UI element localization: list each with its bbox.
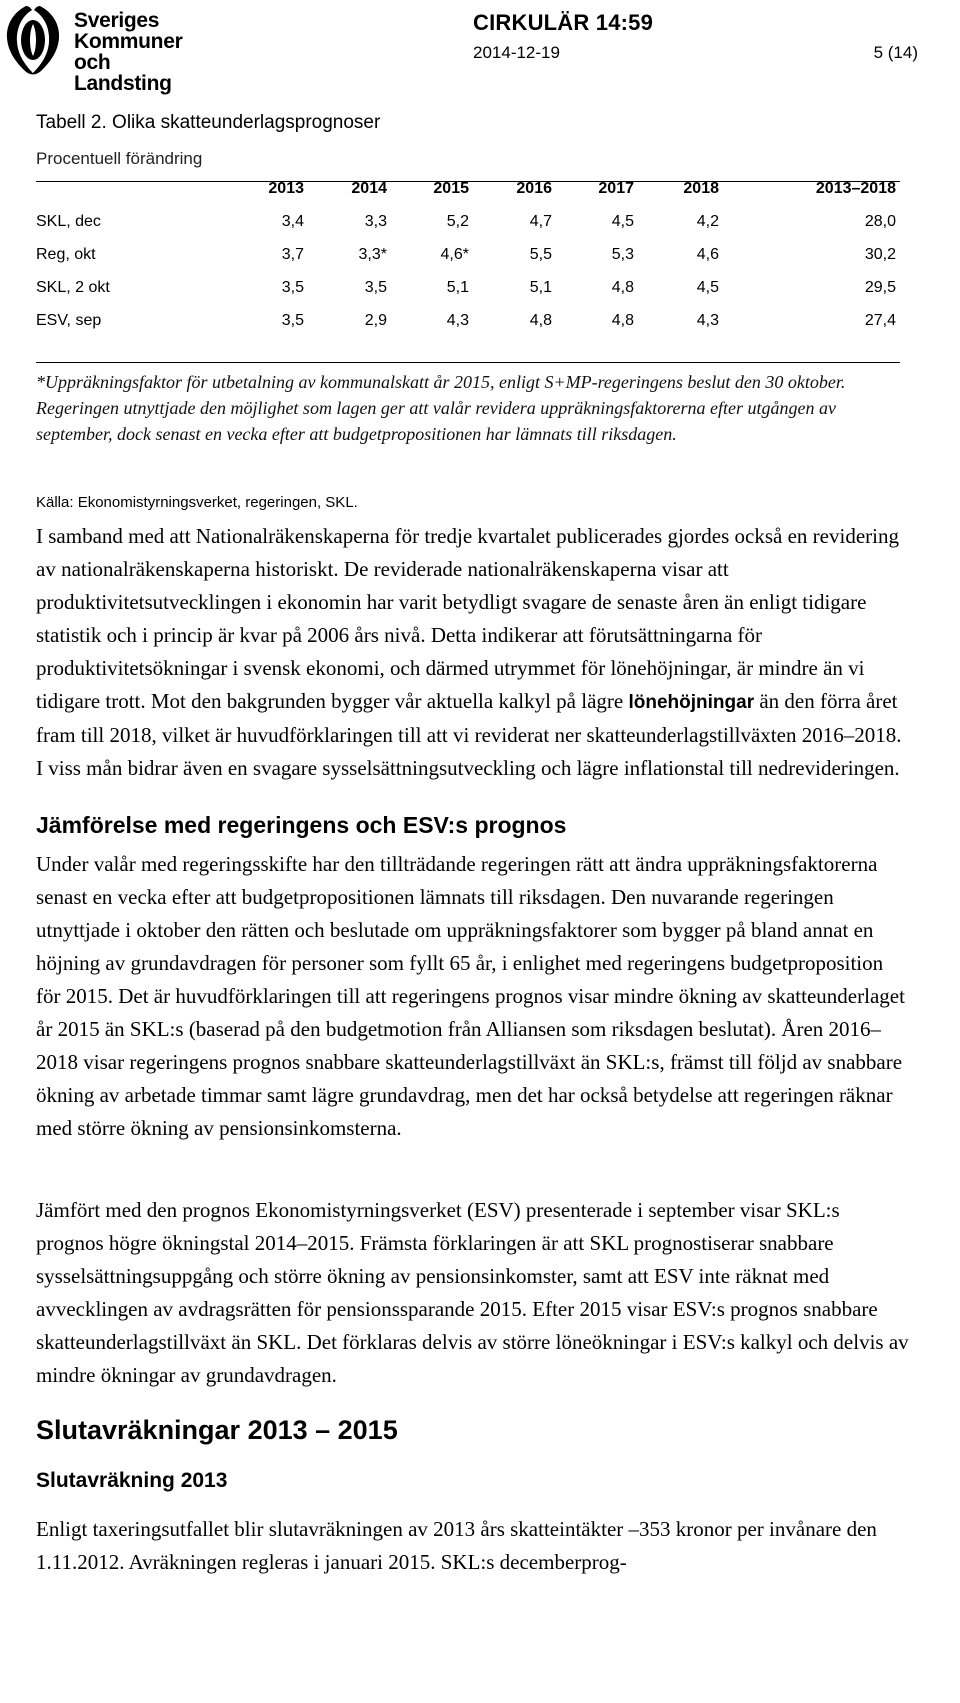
row-label: SKL, dec xyxy=(36,213,101,230)
row-label: Reg, okt xyxy=(36,246,96,263)
table-cell: 4,2 xyxy=(696,213,719,230)
table-cell: 5,1 xyxy=(529,279,552,296)
section-heading: Jämförelse med regeringens och ESV:s prognos xyxy=(36,812,567,838)
table-header-row xyxy=(36,180,900,210)
paragraph-text: än den förra året fram till 2018, vilket är huvudförklaringen till att vi reviderat ner skatteunderlagstillväxten 2016–2018. I viss mån bidrar även en svagare sysselsättningsutveckling och lägre inflationstal till nedrevideringen. xyxy=(36,689,902,780)
skl-logo-mark-icon xyxy=(4,4,62,76)
paragraph: Enligt taxeringsutfallet blir slutavräkningen av 2013 års skatteintäkter –353 kronor per invånare den 1.11.2012. Avräkningen regleras i januari 2015. SKL:s decemberprog- xyxy=(36,1517,877,1574)
table-cell: 3,3 xyxy=(364,213,387,230)
row-label: SKL, 2 okt xyxy=(36,279,110,296)
table-cell: 5,3 xyxy=(611,246,634,263)
table-cell: 4,5 xyxy=(696,279,719,296)
logo-line-1: Sveriges xyxy=(74,9,160,32)
skl-logo xyxy=(4,4,194,95)
table-cell: 5,5 xyxy=(529,246,552,263)
paragraph-text: I samband med att Nationalräkenskaperna för tredje kvartalet publicerades gjordes också en revidering av nationalräkenskaperna historiskt. De reviderade nationalräkenskaperna visar att produktivitetsutvecklingen i ekonomin har varit betydligt svagare de senaste åren än enligt tidigare statistik och i princip är kvar på 2006 års nivå. Detta indikerar att förutsättningarna för produktivitetsökningar i svensk ekonomi, och därmed utrymmet för lönehöjningar, är mindre än vi tidigare trott. Mot den bakgrunden bygger vår aktuella kalkyl på lägre xyxy=(36,524,899,713)
table-cell: 4,7 xyxy=(529,213,552,230)
paragraph: Under valår med regeringsskifte har den tillträdande regeringen rätt att ändra uppräkningsfaktorerna senast en vecka efter att budgetpropositionen lämnats till riksdagen. Den nuvarande regeringen utnyttjade i oktober den rätten och beslutade om uppräkningsfaktorer som bygger på bland annat en höjning av grundavdragen för personer som fyllt 65 år, i enlighet med regeringens budgetproposition för 2015. Det är huvudförklaringen till att regeringens prognos visar mindre ökning av skatteunderlaget år 2015 än SKL:s (baserad på den budgetmotion från Alliansen som riksdagen beslutat). Åren 2016–2018 visar regeringens prognos snabbare skatteunderlagstillväxt än SKL:s, främst till följd av snabbare ökning av arbetade timmar samt lägre grundavdrag, men det har också betydelse att regeringen räknar med större ökning av pensionsinkomsterna. xyxy=(36,852,905,1140)
column-header: 2013–2018 xyxy=(815,180,896,197)
circular-date: 2014-12-19 xyxy=(473,43,560,62)
table-cell: 4,6* xyxy=(440,246,469,263)
logo-line-2: Kommuner xyxy=(74,30,183,53)
page-number: 5 (14) xyxy=(873,43,918,62)
table-cell: 2,9 xyxy=(364,312,387,329)
table-cell: 3,5 xyxy=(281,312,304,329)
table-cell: 27,4 xyxy=(864,312,896,329)
logo-wordmark xyxy=(74,9,194,95)
row-label: ESV, sep xyxy=(36,312,102,329)
table-cell: 28,0 xyxy=(864,213,896,230)
column-header: 2016 xyxy=(516,180,552,197)
paragraph: Jämfört med den prognos Ekonomistyrningsverket (ESV) presenterade i september visar SKL:s prognos högre ökningstal 2014–2015. Främsta förklaringen är att SKL prognostiserar snabbare sysselsättningsuppgång och större ökning av pensionsinkomster, samt att ESV inte räknat med avvecklingen av avdragsrätten för pensionssparande 2015. Efter 2015 visar ESV:s prognos snabbare skatteunderlagstillväxt än SKL. Det förklaras delvis av större löneökningar i ESV:s kalkyl och delvis av mindre ökningar av grundavdragen. xyxy=(36,1198,909,1387)
table-cell: 3,4 xyxy=(281,213,304,230)
column-header: 2017 xyxy=(598,180,634,197)
column-header: 2015 xyxy=(433,180,469,197)
emphasized-term: lönehöjningar xyxy=(628,692,755,713)
column-header: 2014 xyxy=(351,180,387,197)
column-header: 2013 xyxy=(268,180,304,197)
table-cell: 30,2 xyxy=(864,246,896,263)
table-cell: 5,2 xyxy=(446,213,469,230)
table-row xyxy=(36,279,900,309)
table-footnote: *Uppräkningsfaktor för utbetalning av kommunalskatt år 2015, enligt S+MP-regeringens beslut den 30 oktober. Regeringen utnyttjade den möjlighet som lagen ger att valår revidera uppräkningsfaktorerna efter utgången av september, dock senast en vecka efter att budgetpropositionen har lämnats till riksdagen. xyxy=(36,372,846,444)
table-cell: 4,6 xyxy=(696,246,719,263)
table-bottom-rule xyxy=(36,362,900,363)
table-row xyxy=(36,213,900,243)
circular-number: CIRKULÄR 14:59 xyxy=(473,10,654,35)
table-row xyxy=(36,246,900,276)
table-cell: 5,1 xyxy=(446,279,469,296)
table-cell: 4,5 xyxy=(611,213,634,230)
chapter-heading: Slutavräkningar 2013 – 2015 xyxy=(36,1415,398,1445)
table-source: Källa: Ekonomistyrningsverket, regeringen, SKL. xyxy=(36,494,358,511)
table-cell: 3,7 xyxy=(281,246,304,263)
table-cell: 4,8 xyxy=(529,312,552,329)
table-cell: 4,3 xyxy=(446,312,469,329)
table-cell: 3,5 xyxy=(364,279,387,296)
paragraph xyxy=(36,520,912,785)
table-title: Tabell 2. Olika skatteunderlagsprognoser xyxy=(36,112,381,133)
table-cell: 3,3* xyxy=(358,246,387,263)
subsection-heading: Slutavräkning 2013 xyxy=(36,1469,228,1492)
table-cell: 4,3 xyxy=(696,312,719,329)
logo-line-3: och Landsting xyxy=(74,51,172,95)
table-cell: 29,5 xyxy=(864,279,896,296)
table-cell: 4,8 xyxy=(611,312,634,329)
table-row xyxy=(36,312,900,342)
column-header: 2018 xyxy=(683,180,719,197)
table-cell: 3,5 xyxy=(281,279,304,296)
table-subtitle: Procentuell förändring xyxy=(36,149,203,168)
table-cell: 4,8 xyxy=(611,279,634,296)
